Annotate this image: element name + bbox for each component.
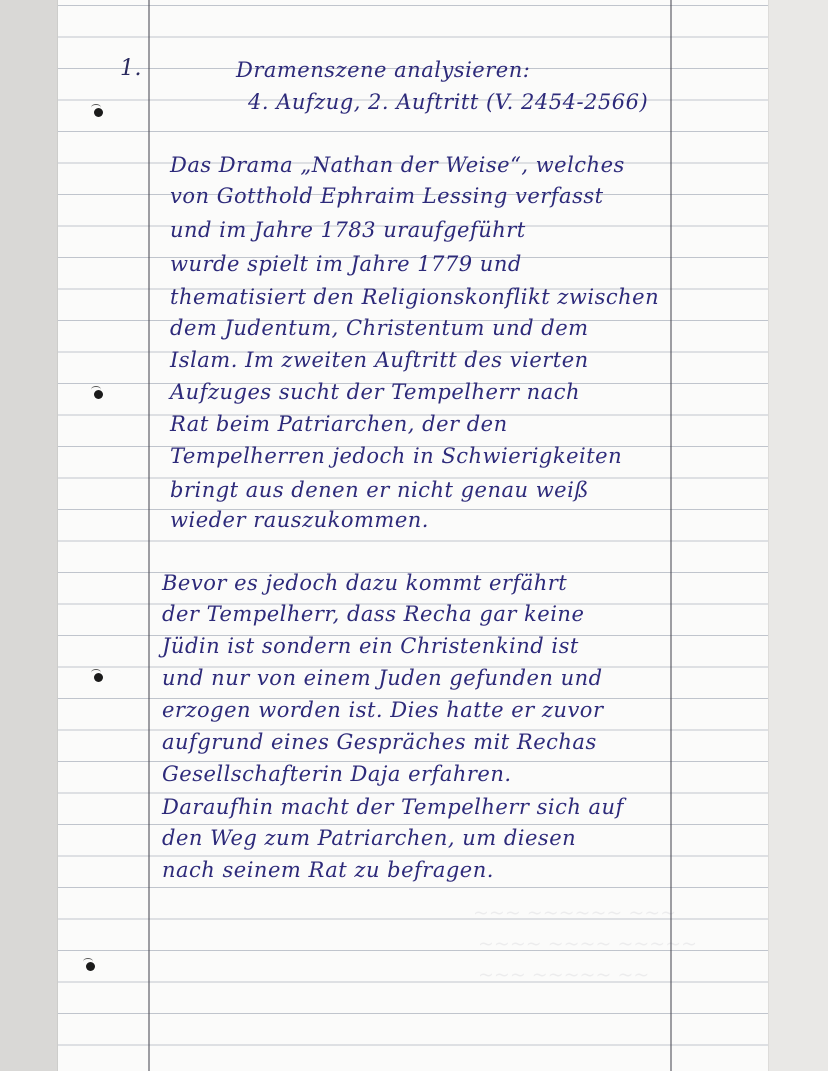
page-title: Dramenszene analysieren: bbox=[236, 58, 531, 82]
page-subtitle: 4. Aufzug, 2. Auftritt (V. 2454-2566) bbox=[248, 90, 649, 114]
text-line: nach seinem Rat zu befragen. bbox=[162, 858, 494, 882]
binder-hole bbox=[94, 673, 103, 682]
text-line: dem Judentum, Christentum und dem bbox=[170, 316, 589, 340]
text-line: thematisiert den Religionskonflikt zwischen bbox=[170, 285, 660, 309]
text-line: bringt aus denen er nicht genau weiß bbox=[170, 478, 589, 502]
back-page-show-through: ~~~ ~~~~~ ~~ bbox=[478, 964, 650, 986]
back-page-show-through: ~~~~ ~~~~ ~~~~~ bbox=[478, 933, 698, 955]
text-line: Jüdin ist sondern ein Christenkind ist bbox=[162, 634, 579, 658]
text-line: Bevor es jedoch dazu kommt erfährt bbox=[162, 571, 568, 595]
text-line: Aufzuges sucht der Tempelherr nach bbox=[170, 380, 581, 404]
text-line: wurde spielt im Jahre 1779 und bbox=[170, 252, 522, 276]
text-line: Rat beim Patriarchen, der den bbox=[170, 412, 508, 436]
text-line: und im Jahre 1783 uraufgeführt bbox=[170, 218, 526, 242]
exercise-number: 1. bbox=[120, 56, 142, 81]
binder-hole bbox=[86, 962, 95, 971]
text-line: Das Drama „Nathan der Weise“, welches bbox=[170, 153, 625, 177]
back-page-show-through: ~~~ ~~~~~~ ~~~ bbox=[473, 902, 677, 924]
text-line: den Weg zum Patriarchen, um diesen bbox=[162, 826, 577, 850]
notebook-edge-shadow bbox=[0, 0, 58, 1071]
text-line: der Tempelherr, dass Recha gar keine bbox=[162, 602, 585, 626]
binder-hole bbox=[94, 108, 103, 117]
binder-hole bbox=[94, 390, 103, 399]
left-margin-line bbox=[148, 0, 150, 1071]
text-line: aufgrund eines Gespräches mit Rechas bbox=[162, 730, 597, 754]
text-line: Tempelherren jedoch in Schwierigkeiten bbox=[170, 444, 623, 468]
text-line: Islam. Im zweiten Auftritt des vierten bbox=[170, 348, 589, 372]
text-line: wieder rauszukommen. bbox=[170, 508, 429, 532]
text-line: und nur von einem Juden gefunden und bbox=[162, 666, 603, 690]
text-line: von Gotthold Ephraim Lessing verfasst bbox=[170, 184, 604, 208]
text-line: Daraufhin macht der Tempelherr sich auf bbox=[162, 795, 624, 819]
text-line: Gesellschafterin Daja erfahren. bbox=[162, 762, 512, 786]
text-line: erzogen worden ist. Dies hatte er zuvor bbox=[162, 698, 604, 722]
lined-notebook-page bbox=[58, 0, 768, 1071]
